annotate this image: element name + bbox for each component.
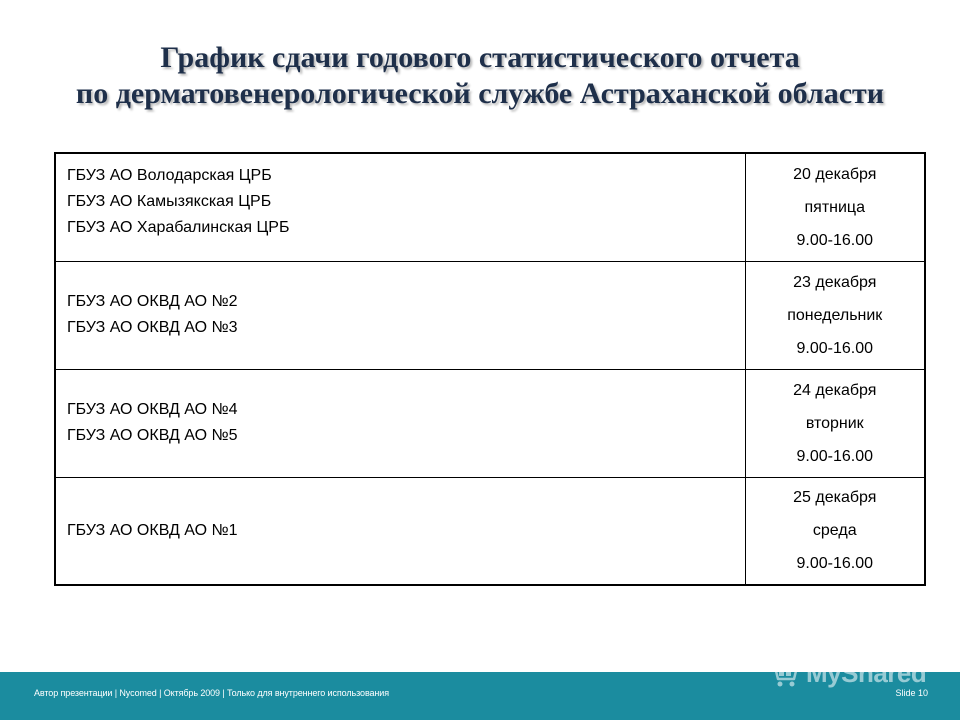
organizations-cell bbox=[55, 477, 745, 585]
slide-title bbox=[0, 40, 960, 112]
table-row bbox=[55, 153, 925, 261]
organization-name: ГБУЗ АО ОКВД АО №5 bbox=[67, 427, 238, 444]
organization-name: ГБУЗ АО Камызякская ЦРБ bbox=[67, 193, 272, 211]
organization-list bbox=[67, 397, 745, 449]
organization-list bbox=[67, 289, 745, 341]
title-line-1: График сдачи годового статистического отчета bbox=[160, 41, 800, 74]
organization-name: ГБУЗ АО ОКВД АО №4 bbox=[67, 401, 238, 418]
organizations-cell bbox=[55, 261, 745, 369]
submission-hours: 9.00-16.00 bbox=[796, 555, 873, 573]
date-cell bbox=[745, 261, 925, 369]
date-cell bbox=[745, 153, 925, 261]
submission-hours: 9.00-16.00 bbox=[796, 447, 873, 465]
submission-weekday: среда bbox=[812, 522, 857, 540]
date-cell bbox=[745, 369, 925, 477]
organization-list bbox=[67, 518, 745, 544]
submission-weekday: понедельник bbox=[787, 306, 883, 324]
submission-hours: 9.00-16.00 bbox=[796, 339, 873, 357]
table-row bbox=[55, 261, 925, 369]
watermark bbox=[766, 658, 926, 689]
schedule-table bbox=[54, 152, 926, 586]
slide-number: Slide 10 bbox=[895, 688, 928, 698]
submission-date: 23 декабря bbox=[793, 273, 877, 291]
date-cell bbox=[745, 477, 925, 585]
table-row bbox=[55, 369, 925, 477]
organization-list bbox=[67, 163, 745, 241]
submission-weekday: вторник bbox=[805, 414, 864, 432]
submission-weekday: пятница bbox=[804, 198, 865, 216]
organizations-cell bbox=[55, 153, 745, 261]
submission-date: 25 декабря bbox=[793, 489, 877, 507]
organization-name: ГБУЗ АО ОКВД АО №1 bbox=[67, 521, 238, 539]
organization-name: ГБУЗ АО Володарская ЦРБ bbox=[67, 167, 272, 185]
organization-name: ГБУЗ АО Харабалинская ЦРБ bbox=[67, 219, 290, 237]
title-line-2: по дерматовенерологической службе Астраханской области bbox=[75, 77, 885, 110]
submission-date: 20 декабря bbox=[793, 165, 877, 183]
organization-name: ГБУЗ АО ОКВД АО №2 bbox=[67, 293, 238, 310]
cart-icon bbox=[766, 659, 800, 689]
table-row bbox=[55, 477, 925, 585]
footer-text: Автор презентации | Nycomed | Октябрь 2009 | Только для внутреннего использования bbox=[34, 688, 389, 698]
submission-hours: 9.00-16.00 bbox=[796, 231, 873, 249]
organizations-cell bbox=[55, 369, 745, 477]
submission-date: 24 декабря bbox=[793, 381, 877, 399]
watermark-text: MyShared bbox=[806, 658, 927, 688]
organization-name: ГБУЗ АО ОКВД АО №3 bbox=[67, 319, 238, 336]
